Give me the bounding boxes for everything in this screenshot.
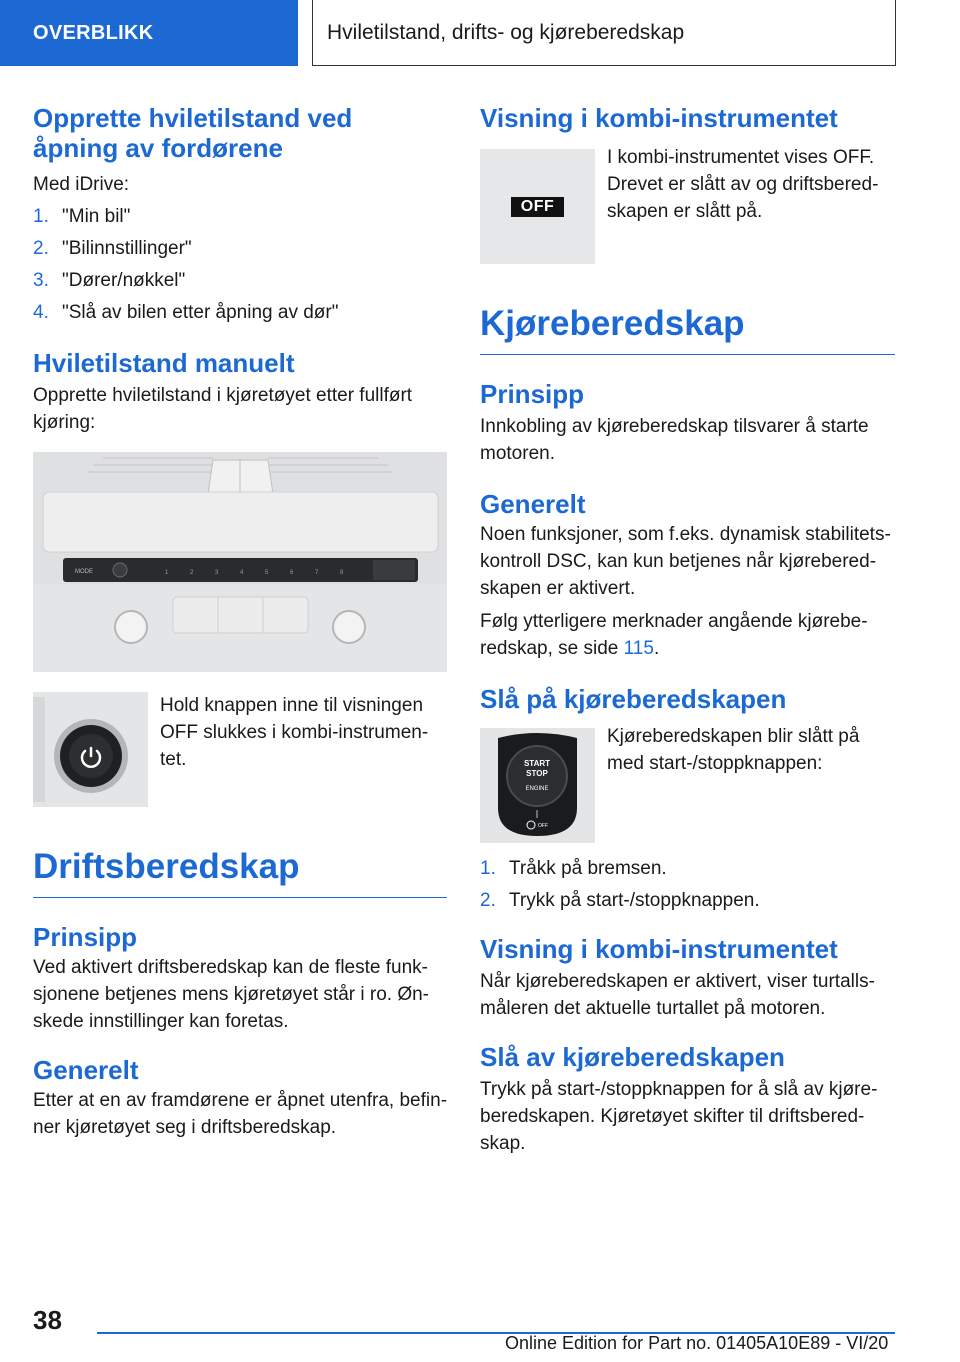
paragraph: Ved aktivert driftsberedskap kan de fleste funksjonene betjenes mens kjøretøyet står i ro. Ønskede innstillinger kan foretas. bbox=[33, 957, 429, 1032]
start-button-figure-row bbox=[480, 728, 895, 843]
off-label: OFF bbox=[538, 823, 548, 829]
list-item bbox=[33, 267, 447, 294]
section-tab[interactable]: OVERBLIKK bbox=[0, 0, 298, 66]
chapter-heading: Kjøreberedskap bbox=[480, 304, 895, 355]
power-button-illustration bbox=[33, 692, 148, 807]
paragraph: Etter at en av framdørene er åpnet utenfra, befinner kjøretøyet seg i driftsberedskap. bbox=[33, 1090, 448, 1138]
page-number: 38 bbox=[33, 1305, 62, 1335]
step-number: 2. bbox=[480, 890, 496, 911]
section-heading: Visning i kombi-instrumentet bbox=[480, 103, 838, 133]
step-number: 2. bbox=[33, 238, 49, 259]
preset-label: 7 bbox=[315, 570, 319, 576]
paragraph-text: . bbox=[653, 638, 660, 659]
power-button-figure-row bbox=[33, 692, 447, 807]
panel-mode-label: MODE bbox=[75, 569, 93, 575]
off-display-figure bbox=[480, 149, 595, 264]
dashboard-panel-figure bbox=[33, 452, 447, 672]
chapter-heading: Driftsberedskap bbox=[33, 847, 447, 898]
paragraph: Innkobling av kjøreberedskap tilsvarer å starte motoren. bbox=[480, 416, 869, 464]
section-heading bbox=[33, 103, 447, 163]
paragraph: Noen funksjoner, som f.eks. dynamisk stabilitetskontroll DSC, kan kun betjenes når kjøreberedskapen er aktivert. bbox=[480, 524, 891, 599]
heading-line: åpning av fordørene bbox=[33, 133, 283, 163]
step-text: "Min bil" bbox=[62, 206, 131, 227]
preset-label: 4 bbox=[240, 570, 244, 576]
step-text: "Dører/nøkkel" bbox=[62, 270, 186, 291]
left-column bbox=[33, 100, 447, 1141]
section-heading: Slå på kjøreberedskapen bbox=[480, 684, 787, 714]
section-heading: Prinsipp bbox=[480, 379, 585, 409]
list-item bbox=[33, 203, 447, 230]
list-item bbox=[33, 299, 447, 326]
edition-label: Online Edition for Part no. 01405A10E89 - VI/20 bbox=[505, 1333, 889, 1353]
start-stop-illustration bbox=[480, 728, 595, 843]
paragraph bbox=[480, 608, 895, 662]
step-number: 1. bbox=[33, 206, 49, 227]
section-heading: Generelt bbox=[480, 489, 586, 519]
section-heading: Visning i kombi-instrumentet bbox=[480, 934, 838, 964]
dashboard-illustration bbox=[33, 452, 447, 672]
list-item bbox=[480, 887, 895, 914]
figure-caption: I kombi-instrumentet vises OFF. Drevet er slått av og driftsberedskapen er slått på. bbox=[607, 147, 879, 222]
section-heading: Generelt bbox=[33, 1055, 139, 1085]
step-list bbox=[33, 203, 447, 326]
off-display-figure-row bbox=[480, 149, 895, 264]
engine-label: ENGINE bbox=[525, 786, 549, 792]
intro-text: Med iDrive: bbox=[33, 174, 130, 195]
paragraph: Trykk på start-/stoppknappen for å slå av kjøreberedskapen. Kjøretøyet skifter til driftsberedskap. bbox=[480, 1079, 878, 1154]
preset-label: 2 bbox=[190, 570, 194, 576]
list-item bbox=[33, 235, 447, 262]
step-text: Trykk på start-/stoppknappen. bbox=[509, 890, 760, 911]
paragraph: Opprette hviletilstand i kjøretøyet etter fullført kjøring: bbox=[33, 385, 413, 433]
preset-label: 8 bbox=[340, 570, 344, 576]
list-item bbox=[480, 855, 895, 882]
figure-caption: Kjøreberedskapen blir slått på med start-/stoppknappen: bbox=[607, 726, 860, 774]
preset-label: 5 bbox=[265, 570, 269, 576]
preset-label: 6 bbox=[290, 570, 294, 576]
step-list bbox=[480, 855, 895, 914]
start-stop-button-figure bbox=[480, 728, 595, 843]
page-header bbox=[0, 0, 960, 66]
page-link[interactable]: 115 bbox=[623, 638, 654, 659]
step-number: 3. bbox=[33, 270, 49, 291]
figure-caption: Hold knappen inne til visningen OFF slukkes i kombi-instrumentet. bbox=[160, 695, 429, 770]
paragraph-text: Følg ytterligere merknader angående kjøreberedskap, se side bbox=[480, 611, 868, 659]
power-button-figure bbox=[33, 692, 148, 807]
step-text: "Slå av bilen etter åpning av dør" bbox=[62, 302, 339, 323]
step-number: 1. bbox=[480, 858, 496, 879]
chapter-title: Hviletilstand, drifts- og kjøreberedskap bbox=[312, 0, 896, 66]
start-label: START bbox=[523, 759, 551, 768]
step-text: Tråkk på bremsen. bbox=[509, 858, 667, 879]
stop-label: STOP bbox=[526, 769, 548, 778]
preset-label: 1 bbox=[165, 570, 169, 576]
preset-label: 3 bbox=[215, 570, 219, 576]
section-heading: Slå av kjøreberedskapen bbox=[480, 1042, 785, 1072]
section-heading: Prinsipp bbox=[33, 922, 138, 952]
step-number: 4. bbox=[33, 302, 49, 323]
right-column bbox=[480, 100, 895, 1157]
paragraph: Når kjøreberedskapen er aktivert, viser turtallsmåleren det aktuelle turtallet på motoren. bbox=[480, 971, 875, 1019]
section-heading: Hviletilstand manuelt bbox=[33, 348, 295, 378]
step-text: "Bilinnstillinger" bbox=[62, 238, 192, 259]
off-indicator: OFF bbox=[511, 197, 565, 217]
heading-line: Opprette hviletilstand ved bbox=[33, 103, 353, 133]
